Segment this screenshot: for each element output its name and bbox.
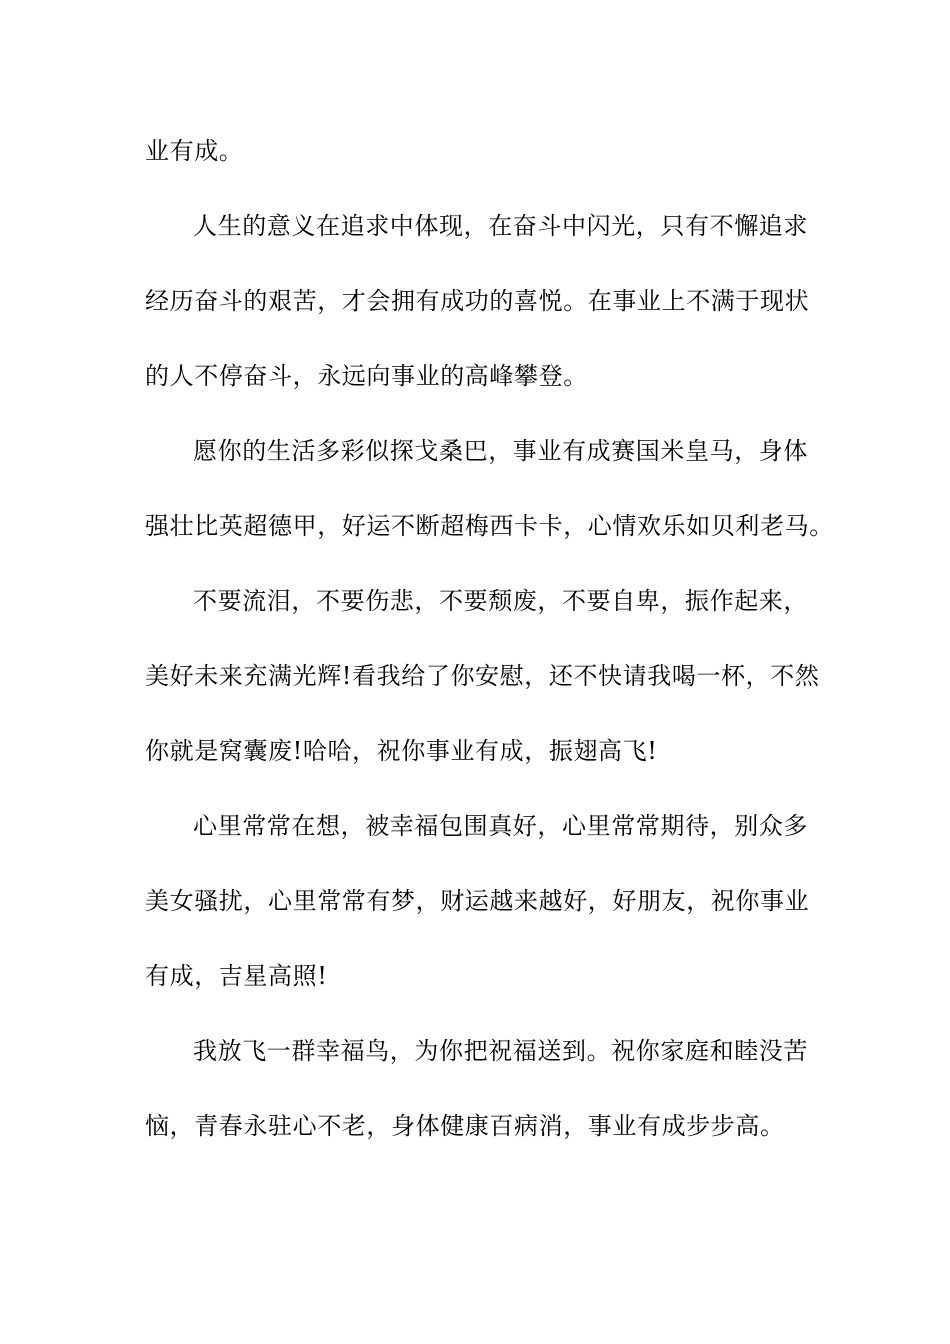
paragraph-first-line: 心里常常在想，被幸福包围真好，心里常常期待，别众多 xyxy=(193,812,808,840)
text-line: 你就是窝囊废!哈哈，祝你事业有成，振翅高飞! xyxy=(145,737,658,765)
text-line: 恼，青春永驻心不老，身体健康百病消，事业有成步步高。 xyxy=(145,1112,785,1140)
paragraph-first-line: 我放飞一群幸福鸟，为你把祝福送到。祝你家庭和睦没苦 xyxy=(193,1037,808,1065)
paragraph-first-line: 人生的意义在追求中体现，在奋斗中闪光，只有不懈追求 xyxy=(193,212,808,240)
text-line: 美女骚扰，心里常常有梦，财运越来越好，好朋友，祝你事业 xyxy=(145,887,810,915)
paragraph-first-line: 愿你的生活多彩似探戈桑巴，事业有成赛国米皇马，身体 xyxy=(193,437,808,465)
text-line: 美好未来充满光辉!看我给了你安慰，还不快请我喝一杯，不然 xyxy=(145,662,820,690)
paragraph-first-line: 不要流泪，不要伤悲，不要颓废，不要自卑，振作起来， xyxy=(193,587,808,615)
text-line: 强壮比英超德甲，好运不断超梅西卡卡，心情欢乐如贝利老马。 xyxy=(145,512,834,540)
text-line: 业有成。 xyxy=(145,137,244,165)
text-line: 经历奋斗的艰苦，才会拥有成功的喜悦。在事业上不满于现状 xyxy=(145,287,810,315)
text-line: 的人不停奋斗，永远向事业的高峰攀登。 xyxy=(145,362,588,390)
text-line: 有成，吉星高照! xyxy=(145,962,328,990)
